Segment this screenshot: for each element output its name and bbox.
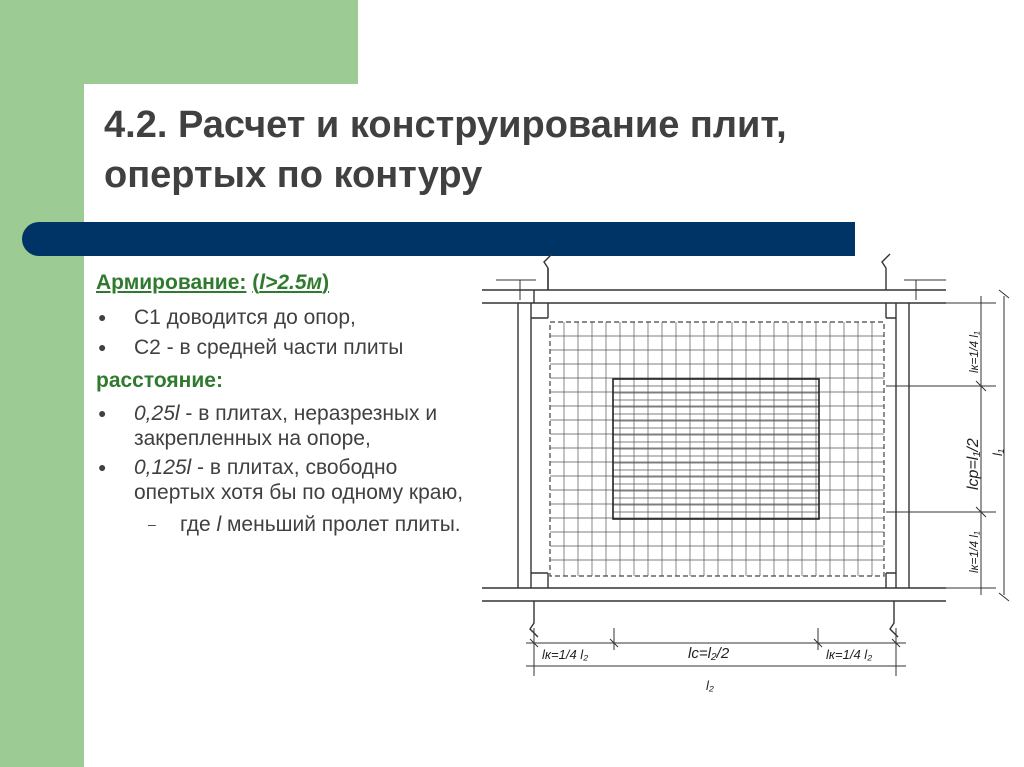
bullet-item (96, 305, 476, 330)
bullet-dot-icon: ● (98, 459, 107, 475)
bullet-text: С2 - в средней части плиты (134, 336, 404, 359)
bullet-dot-icon: ● (98, 339, 107, 355)
spacing-value: 0,125l (134, 456, 192, 479)
dim-label-bottom-left: lк=1/4 l₂ (542, 647, 589, 662)
spacing-description: - в плитах, неразрезных и закрепленных на опоре, (134, 402, 438, 450)
dim-label-bottom-middle: lс=l₂/2 (688, 645, 730, 662)
reinforcement-condition: l>2.5м (259, 271, 323, 294)
dim-label-right-bottom: lк=1/4 l₁ (967, 531, 981, 573)
bullet-item (96, 455, 476, 505)
slab-reinforcement-drawing (476, 248, 1024, 700)
dash-icon: – (148, 516, 156, 532)
bullet-text (96, 401, 476, 451)
sub-italic: l (216, 513, 222, 536)
sub-bullet-item (96, 512, 476, 537)
text-content (96, 270, 476, 537)
dim-label-right-middle: lср=l₁/2 (965, 438, 982, 490)
reinforcement-heading (96, 270, 476, 295)
top-green-band (0, 0, 358, 84)
dim-label-bottom-total: l₂ (706, 678, 714, 693)
bullet-dot-icon: ● (98, 405, 107, 421)
bullet-item (96, 401, 476, 451)
reinforcement-condition-wrap (252, 271, 329, 294)
spacing-description: - в плитах, свободно опертых хотя бы по одному краю, (134, 456, 464, 504)
frame-lines (482, 254, 946, 637)
bullet-item (96, 335, 476, 360)
bullet-dot-icon: ● (98, 309, 107, 325)
reinforcement-label: Армирование: (96, 271, 247, 294)
dim-label-right-top: lк=1/4 l₁ (967, 331, 981, 373)
paren-open: ( (252, 271, 260, 294)
sub-rest: меньший пролет плиты. (221, 513, 461, 536)
spacing-value: 0,25l (134, 402, 180, 425)
paren-close: ) (322, 271, 330, 294)
bullet-text (96, 455, 476, 505)
sub-prefix: где (180, 513, 217, 536)
dim-label-bottom-right: lк=1/4 l₂ (826, 647, 873, 662)
bullet-text: С1 доводится до опор, (134, 306, 356, 329)
slab-drawing-svg (476, 248, 1024, 700)
slide-title (104, 100, 984, 200)
title-line-2: опертых по контуру (104, 154, 483, 196)
left-green-band (0, 0, 84, 767)
title-line-1: 4.2. Расчет и конструирование плит, (104, 104, 787, 146)
distance-heading: расстояние: (96, 369, 223, 392)
dimension-lines-right (886, 290, 1009, 601)
dim-label-right-total: l₁ (990, 449, 1005, 456)
